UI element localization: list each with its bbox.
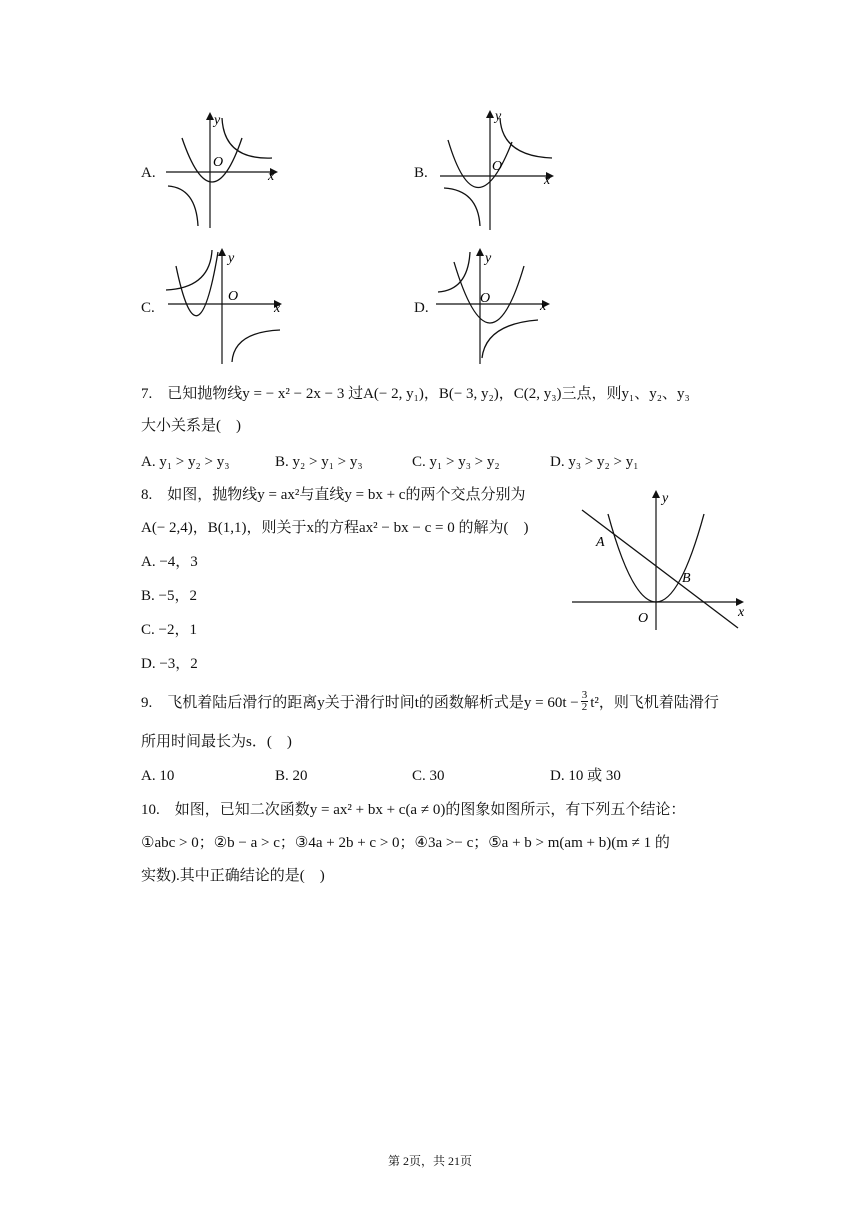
q7-option-b: B. y₂ > y₁ > y₃ <box>275 454 363 470</box>
q8-point-b: B <box>682 571 691 586</box>
q8-y-label: y <box>662 491 669 506</box>
graph-a-x-label: x <box>268 169 275 184</box>
q8-point-a: A <box>596 535 605 550</box>
graph-d-origin: O <box>480 291 491 306</box>
q9-option-d: D. 10 或 30 <box>550 768 621 784</box>
q9-frac-num: 3 <box>581 689 588 701</box>
q10-stem-line3: 实数).其中正确结论的是( ) <box>141 868 325 884</box>
q9-fraction <box>581 690 589 713</box>
q7-option-a: A. y₁ > y₂ > y₃ <box>141 454 230 470</box>
graph-a-y-label: y <box>214 113 221 128</box>
q9-option-c: C. 30 <box>412 768 445 784</box>
graph-c-x-label: x <box>274 301 281 316</box>
q7-option-d: D. y₃ > y₂ > y₁ <box>550 454 639 470</box>
q8-option-c: C. −2，1 <box>141 622 197 638</box>
q8-stem-line2: A(− 2,4)，B(1,1)，则关于x的方程ax² − bx − c = 0 的解为( ) <box>141 520 529 536</box>
graph-c-y-label: y <box>228 251 235 266</box>
option-a-label: A. <box>141 165 156 181</box>
option-c-label: C. <box>141 300 155 316</box>
option-d-label: D. <box>414 300 429 316</box>
graph-b-x-label: x <box>544 173 551 188</box>
q10-stem-line1: 10. 如图，已知二次函数y = ax² + bx + c(a ≠ 0)的图象如图所示，有下列五个结论： <box>141 802 686 818</box>
graph-d-x-label: x <box>540 299 547 314</box>
q8-option-d: D. −3，2 <box>141 656 198 672</box>
q7-option-c: C. y₁ > y₃ > y₂ <box>412 454 500 470</box>
q8-stem-line1: 8. 如图，抛物线y = ax²与直线y = bx + c的两个交点分别为 <box>141 487 526 503</box>
page-footer: 第 2页，共 21页 <box>387 1154 472 1168</box>
q8-x-label: x <box>738 605 745 620</box>
q8-figure <box>568 484 754 634</box>
q7-stem-line1: 7. 已知抛物线y = − x² − 2x − 3 过A(− 2, y₁)，B(− 3, y₂)，C(2, y₃)三点，则y₁、y₂、y₃ <box>141 386 690 402</box>
q10-stem-line2: ①abc > 0；②b − a > c；③4a + 2b + c > 0；④3a >− c；⑤a + b > m(am + b)(m ≠ 1 的 <box>141 835 670 851</box>
q9-text-start: 9. 飞机着陆后滑行的距离y关于滑行时间t的函数解析式是y = 60t − <box>141 694 579 711</box>
graph-b-origin: O <box>492 159 503 174</box>
q8-option-b: B. −5，2 <box>141 588 197 604</box>
q8-origin: O <box>638 611 649 626</box>
graph-option-c <box>162 244 286 368</box>
q9-frac-den: 2 <box>581 701 588 713</box>
q9-stem-line1 <box>141 689 719 715</box>
graph-option-a <box>160 108 280 232</box>
q9-option-a: A. 10 <box>141 768 175 784</box>
graph-a-origin: O <box>213 155 224 170</box>
q8-option-a: A. −4，3 <box>141 554 198 570</box>
graph-b-y-label: y <box>495 109 502 124</box>
q9-text-end: t²，则飞机着陆滑行 <box>590 694 719 711</box>
graph-option-d <box>430 244 554 368</box>
q7-stem-line2: 大小关系是( ) <box>141 418 241 434</box>
q9-stem-line2: 所用时间最长为s．( ) <box>141 734 292 750</box>
q9-option-b: B. 20 <box>275 768 308 784</box>
graph-c-origin: O <box>228 289 239 304</box>
option-b-label: B. <box>414 165 428 181</box>
graph-d-y-label: y <box>485 251 492 266</box>
graph-option-b <box>432 104 558 234</box>
